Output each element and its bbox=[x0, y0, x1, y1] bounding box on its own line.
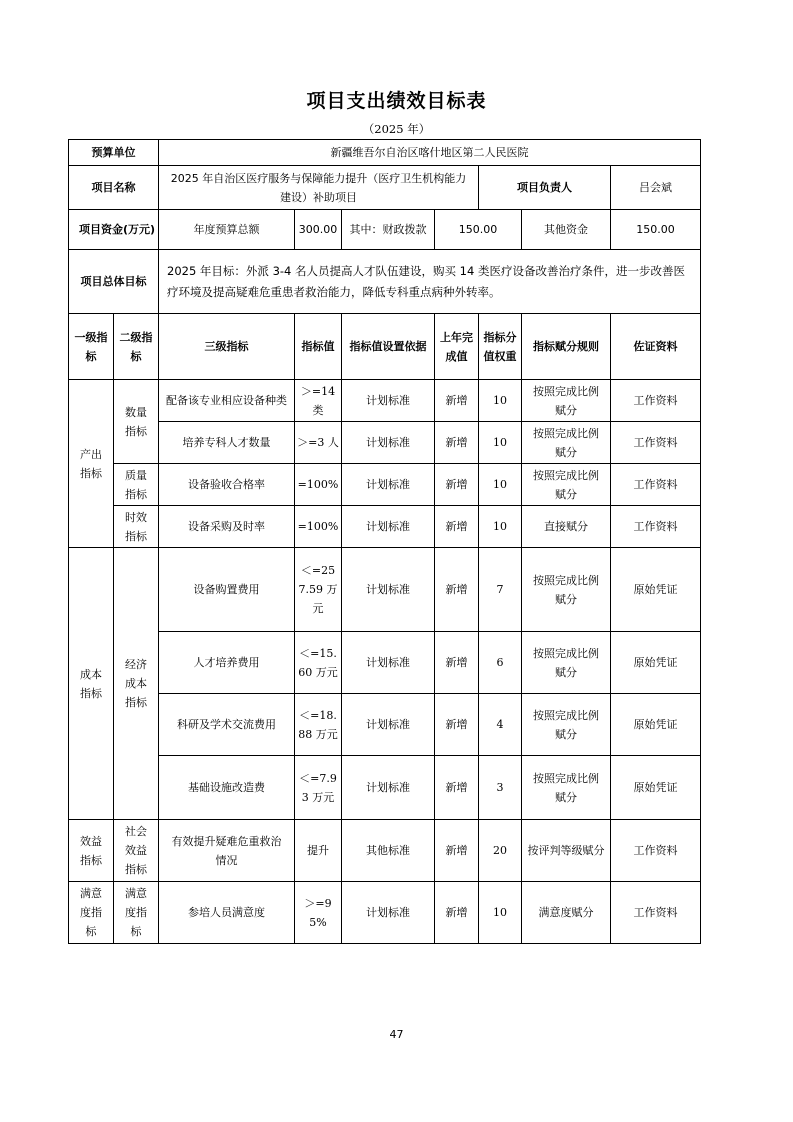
document-title: 项目支出绩效目标表 bbox=[306, 90, 487, 112]
indicator-evidence: 原始凭证 bbox=[611, 548, 701, 632]
table-row bbox=[69, 422, 701, 464]
indicator-last-year: 新增 bbox=[435, 694, 479, 756]
document-year: （2025 年） bbox=[362, 122, 431, 136]
indicator-name: 设备购置费用 bbox=[159, 548, 295, 632]
indicator-evidence: 工作资料 bbox=[611, 882, 701, 944]
project-name-label: 项目名称 bbox=[69, 166, 159, 210]
indicator-value: ＜=7.93 万元 bbox=[295, 756, 342, 820]
fiscal-funds-value: 150.00 bbox=[435, 210, 522, 250]
indicator-basis: 计划标准 bbox=[342, 882, 435, 944]
group-satisfaction: 满意度指标 bbox=[69, 882, 114, 944]
indicator-name: 培养专科人才数量 bbox=[159, 422, 295, 464]
indicator-rule: 按照完成比例赋分 bbox=[522, 694, 611, 756]
indicator-weight: 20 bbox=[479, 820, 522, 882]
header-basis: 指标值设置依据 bbox=[342, 314, 435, 380]
indicator-value: =100% bbox=[295, 464, 342, 506]
budget-unit-value: 新疆维吾尔自治区喀什地区第二人民医院 bbox=[159, 140, 701, 166]
indicator-basis: 计划标准 bbox=[342, 548, 435, 632]
indicator-last-year: 新增 bbox=[435, 422, 479, 464]
indicator-value: =100% bbox=[295, 506, 342, 548]
indicator-basis: 计划标准 bbox=[342, 422, 435, 464]
indicator-rule: 直接赋分 bbox=[522, 506, 611, 548]
indicator-value: ＞=95% bbox=[295, 882, 342, 944]
indicator-evidence: 工作资料 bbox=[611, 380, 701, 422]
indicator-header-row bbox=[69, 314, 701, 380]
indicator-rule: 按照完成比例赋分 bbox=[522, 632, 611, 694]
indicator-basis: 其他标准 bbox=[342, 820, 435, 882]
header-level3: 三级指标 bbox=[159, 314, 295, 380]
project-name-row bbox=[69, 166, 701, 210]
project-goal-text: 2025 年目标：外派 3-4 名人员提高人才队伍建设，购买 14 类医疗设备改善治疗条件，进一步改善医疗环境及提高疑难危重患者救治能力，降低专科重点病种外转率。 bbox=[159, 250, 701, 314]
indicator-evidence: 工作资料 bbox=[611, 422, 701, 464]
table-row bbox=[69, 464, 701, 506]
page-number: 47 bbox=[389, 1028, 404, 1041]
indicator-rule: 按照完成比例赋分 bbox=[522, 756, 611, 820]
indicator-evidence: 工作资料 bbox=[611, 506, 701, 548]
indicator-basis: 计划标准 bbox=[342, 506, 435, 548]
header-level1: 一级指标 bbox=[69, 314, 114, 380]
header-rule: 指标赋分规则 bbox=[522, 314, 611, 380]
indicator-name: 人才培养费用 bbox=[159, 632, 295, 694]
indicator-last-year: 新增 bbox=[435, 756, 479, 820]
indicator-basis: 计划标准 bbox=[342, 464, 435, 506]
indicator-weight: 3 bbox=[479, 756, 522, 820]
indicator-weight: 10 bbox=[479, 882, 522, 944]
group-output: 产出指标 bbox=[69, 380, 114, 548]
indicator-weight: 10 bbox=[479, 464, 522, 506]
indicator-rule: 按照完成比例赋分 bbox=[522, 464, 611, 506]
header-value: 指标值 bbox=[295, 314, 342, 380]
group-quality: 质量指标 bbox=[114, 464, 159, 506]
indicator-value: 提升 bbox=[295, 820, 342, 882]
indicator-name: 有效提升疑难危重救治情况 bbox=[159, 820, 295, 882]
other-funds-value: 150.00 bbox=[611, 210, 701, 250]
indicator-last-year: 新增 bbox=[435, 464, 479, 506]
indicator-name: 设备采购及时率 bbox=[159, 506, 295, 548]
indicator-last-year: 新增 bbox=[435, 820, 479, 882]
indicator-weight: 10 bbox=[479, 506, 522, 548]
indicator-value: ＞=14 类 bbox=[295, 380, 342, 422]
indicator-weight: 10 bbox=[479, 422, 522, 464]
header-level2: 二级指标 bbox=[114, 314, 159, 380]
indicator-name: 配备该专业相应设备种类 bbox=[159, 380, 295, 422]
table-row bbox=[69, 882, 701, 944]
indicator-name: 设备验收合格率 bbox=[159, 464, 295, 506]
table-row bbox=[69, 548, 701, 632]
indicator-weight: 7 bbox=[479, 548, 522, 632]
annual-budget-value: 300.00 bbox=[295, 210, 342, 250]
budget-unit-label: 预算单位 bbox=[69, 140, 159, 166]
indicator-value: ＜=15.60 万元 bbox=[295, 632, 342, 694]
indicator-evidence: 工作资料 bbox=[611, 820, 701, 882]
indicator-rule: 按照完成比例赋分 bbox=[522, 422, 611, 464]
table-row bbox=[69, 820, 701, 882]
indicator-value: ＜=18.88 万元 bbox=[295, 694, 342, 756]
header-weight: 指标分值权重 bbox=[479, 314, 522, 380]
indicator-rule: 按照完成比例赋分 bbox=[522, 380, 611, 422]
project-leader-label: 项目负责人 bbox=[479, 166, 611, 210]
group-economic-cost: 经济成本指标 bbox=[114, 548, 159, 820]
indicator-basis: 计划标准 bbox=[342, 632, 435, 694]
indicator-basis: 计划标准 bbox=[342, 380, 435, 422]
indicator-name: 基础设施改造费 bbox=[159, 756, 295, 820]
indicator-name: 科研及学术交流费用 bbox=[159, 694, 295, 756]
group-satisfaction-sub: 满意度指标 bbox=[114, 882, 159, 944]
project-funds-row bbox=[69, 210, 701, 250]
indicator-basis: 计划标准 bbox=[342, 756, 435, 820]
indicator-weight: 4 bbox=[479, 694, 522, 756]
indicator-last-year: 新增 bbox=[435, 380, 479, 422]
indicator-evidence: 原始凭证 bbox=[611, 694, 701, 756]
indicator-last-year: 新增 bbox=[435, 882, 479, 944]
indicator-basis: 计划标准 bbox=[342, 694, 435, 756]
indicator-last-year: 新增 bbox=[435, 506, 479, 548]
indicator-evidence: 原始凭证 bbox=[611, 632, 701, 694]
indicator-last-year: 新增 bbox=[435, 548, 479, 632]
indicator-weight: 10 bbox=[479, 380, 522, 422]
indicator-evidence: 原始凭证 bbox=[611, 756, 701, 820]
other-funds-label: 其他资金 bbox=[522, 210, 611, 250]
indicator-rule: 按照完成比例赋分 bbox=[522, 548, 611, 632]
indicator-weight: 6 bbox=[479, 632, 522, 694]
indicator-evidence: 工作资料 bbox=[611, 464, 701, 506]
header-last-year: 上年完成值 bbox=[435, 314, 479, 380]
project-name-value: 2025 年自治区医疗服务与保障能力提升（医疗卫生机构能力建设）补助项目 bbox=[159, 166, 479, 210]
fiscal-funds-label: 其中：财政拨款 bbox=[342, 210, 435, 250]
indicator-rule: 按评判等级赋分 bbox=[522, 820, 611, 882]
group-quantity: 数量指标 bbox=[114, 380, 159, 464]
annual-budget-label: 年度预算总额 bbox=[159, 210, 295, 250]
group-cost: 成本指标 bbox=[69, 548, 114, 820]
table-row bbox=[69, 756, 701, 820]
project-leader-value: 吕会斌 bbox=[611, 166, 701, 210]
table-row bbox=[69, 380, 701, 422]
project-funds-label: 项目资金(万元) bbox=[69, 210, 159, 250]
indicator-rule: 满意度赋分 bbox=[522, 882, 611, 944]
indicator-name: 参培人员满意度 bbox=[159, 882, 295, 944]
table-row bbox=[69, 506, 701, 548]
group-benefit: 效益指标 bbox=[69, 820, 114, 882]
group-timeliness: 时效指标 bbox=[114, 506, 159, 548]
header-evidence: 佐证资料 bbox=[611, 314, 701, 380]
performance-table bbox=[68, 139, 701, 944]
indicator-value: ＞=3 人 bbox=[295, 422, 342, 464]
project-goal-label: 项目总体目标 bbox=[69, 250, 159, 314]
indicator-last-year: 新增 bbox=[435, 632, 479, 694]
project-goal-row bbox=[69, 250, 701, 314]
group-social-benefit: 社会效益指标 bbox=[114, 820, 159, 882]
table-row bbox=[69, 632, 701, 694]
budget-unit-row bbox=[69, 140, 701, 166]
indicator-value: ＜=257.59 万元 bbox=[295, 548, 342, 632]
table-row bbox=[69, 694, 701, 756]
